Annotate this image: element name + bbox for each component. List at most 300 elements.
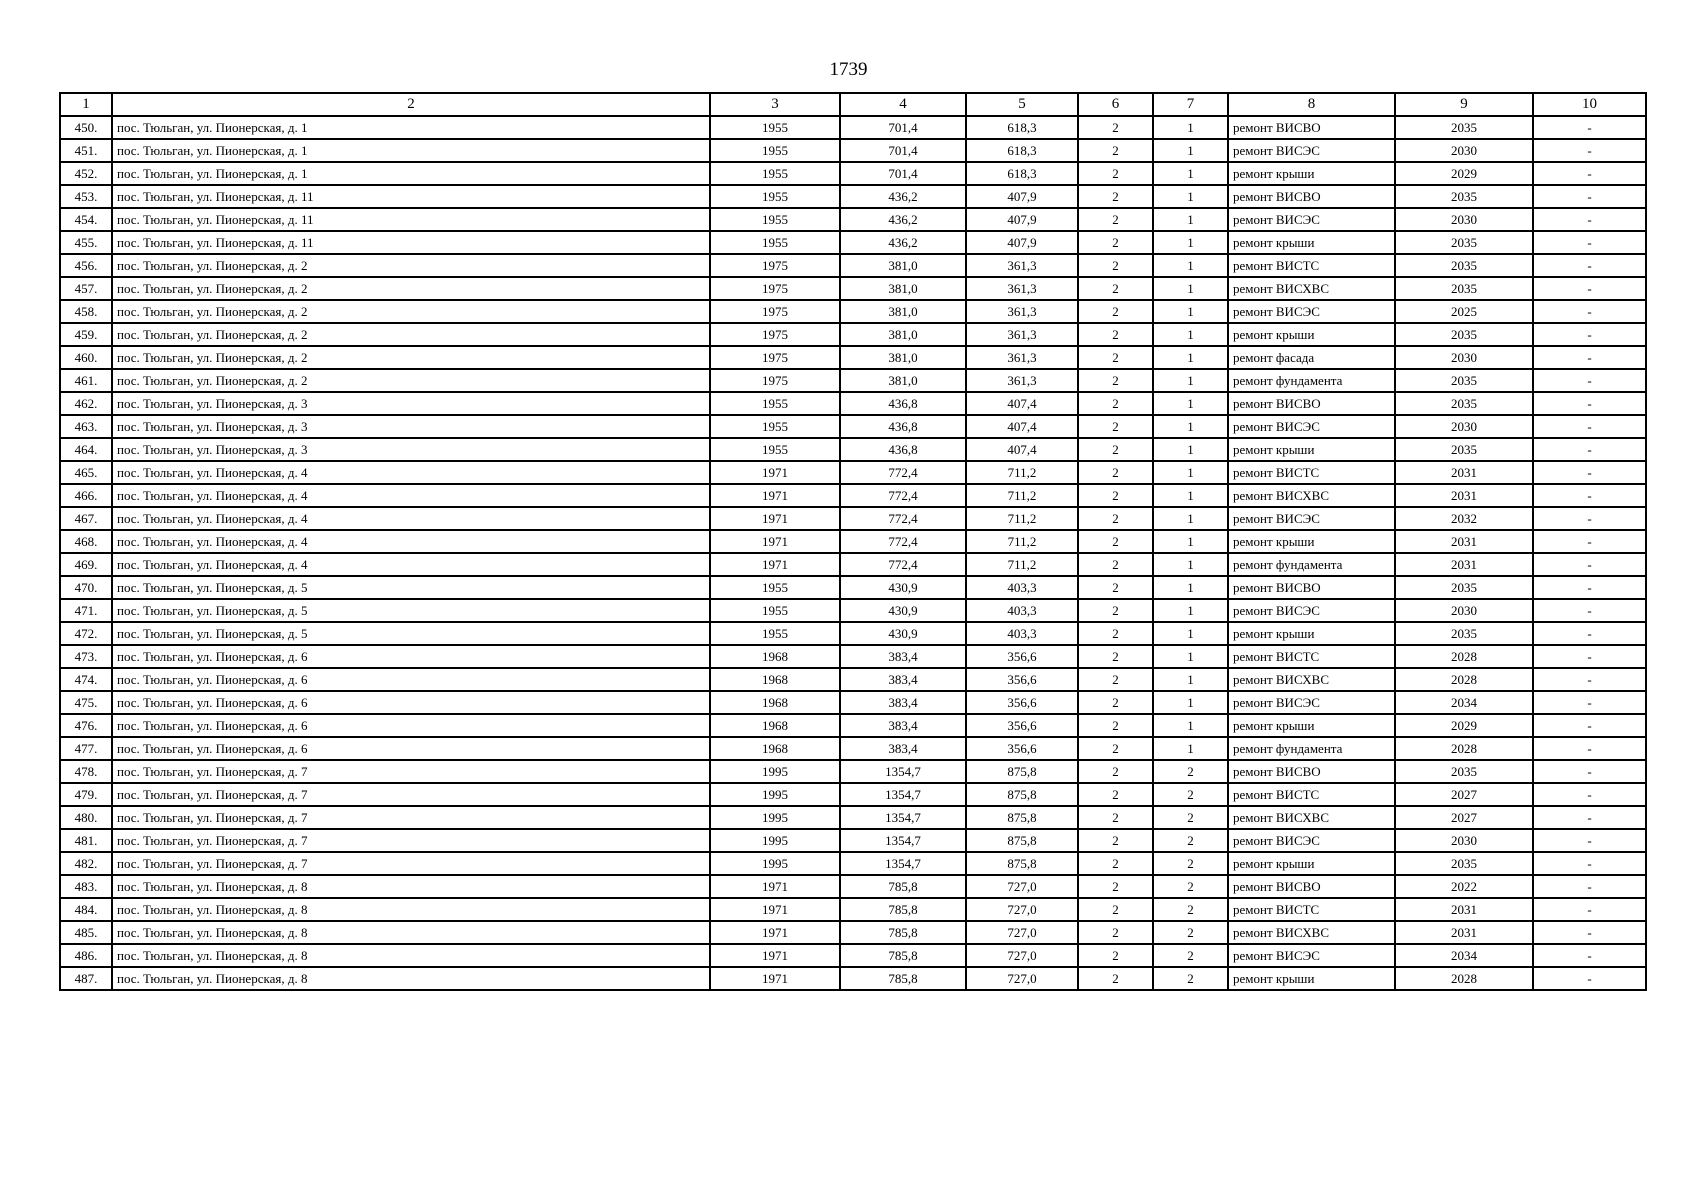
floors-cell: 2 [1078, 875, 1153, 898]
floors-cell: 2 [1078, 576, 1153, 599]
work-type-cell: ремонт ВИСЭС [1228, 829, 1395, 852]
planned-year-cell: 2035 [1395, 369, 1533, 392]
planned-year-cell: 2030 [1395, 599, 1533, 622]
work-type-cell: ремонт ВИСВО [1228, 185, 1395, 208]
entrances-cell: 1 [1153, 300, 1228, 323]
year-cell: 1955 [710, 116, 840, 139]
address-cell: пос. Тюльган, ул. Пионерская, д. 6 [112, 737, 710, 760]
address-cell: пос. Тюльган, ул. Пионерская, д. 2 [112, 369, 710, 392]
row-number-cell: 457. [60, 277, 112, 300]
entrances-cell: 2 [1153, 829, 1228, 852]
note-cell: - [1533, 576, 1646, 599]
row-number-cell: 454. [60, 208, 112, 231]
note-cell: - [1533, 300, 1646, 323]
year-cell: 1955 [710, 622, 840, 645]
table-row [60, 898, 1646, 921]
note-cell: - [1533, 116, 1646, 139]
planned-year-cell: 2029 [1395, 714, 1533, 737]
living-area-cell: 618,3 [966, 116, 1078, 139]
year-cell: 1968 [710, 668, 840, 691]
total-area-cell: 772,4 [840, 530, 966, 553]
column-header-4: 4 [840, 93, 966, 116]
work-type-cell: ремонт ВИСТС [1228, 254, 1395, 277]
note-cell: - [1533, 369, 1646, 392]
floors-cell: 2 [1078, 829, 1153, 852]
living-area-cell: 618,3 [966, 162, 1078, 185]
year-cell: 1995 [710, 852, 840, 875]
row-number-cell: 466. [60, 484, 112, 507]
floors-cell: 2 [1078, 668, 1153, 691]
entrances-cell: 1 [1153, 668, 1228, 691]
planned-year-cell: 2029 [1395, 162, 1533, 185]
floors-cell: 2 [1078, 415, 1153, 438]
table-row [60, 139, 1646, 162]
row-number-cell: 453. [60, 185, 112, 208]
work-type-cell: ремонт ВИСЭС [1228, 208, 1395, 231]
living-area-cell: 361,3 [966, 369, 1078, 392]
total-area-cell: 785,8 [840, 944, 966, 967]
planned-year-cell: 2030 [1395, 208, 1533, 231]
column-header-8: 8 [1228, 93, 1395, 116]
table-row [60, 461, 1646, 484]
total-area-cell: 381,0 [840, 369, 966, 392]
total-area-cell: 436,2 [840, 231, 966, 254]
note-cell: - [1533, 392, 1646, 415]
year-cell: 1968 [710, 737, 840, 760]
row-number-cell: 475. [60, 691, 112, 714]
living-area-cell: 407,4 [966, 438, 1078, 461]
living-area-cell: 727,0 [966, 898, 1078, 921]
table-row [60, 852, 1646, 875]
entrances-cell: 1 [1153, 599, 1228, 622]
year-cell: 1971 [710, 875, 840, 898]
row-number-cell: 479. [60, 783, 112, 806]
living-area-cell: 875,8 [966, 829, 1078, 852]
entrances-cell: 1 [1153, 116, 1228, 139]
row-number-cell: 452. [60, 162, 112, 185]
total-area-cell: 785,8 [840, 967, 966, 990]
total-area-cell: 772,4 [840, 461, 966, 484]
floors-cell: 2 [1078, 921, 1153, 944]
living-area-cell: 875,8 [966, 806, 1078, 829]
entrances-cell: 1 [1153, 645, 1228, 668]
note-cell: - [1533, 139, 1646, 162]
column-header-6: 6 [1078, 93, 1153, 116]
floors-cell: 2 [1078, 208, 1153, 231]
address-cell: пос. Тюльган, ул. Пионерская, д. 6 [112, 714, 710, 737]
note-cell: - [1533, 530, 1646, 553]
address-cell: пос. Тюльган, ул. Пионерская, д. 2 [112, 300, 710, 323]
entrances-cell: 2 [1153, 806, 1228, 829]
entrances-cell: 1 [1153, 139, 1228, 162]
header-row [60, 93, 1646, 116]
floors-cell: 2 [1078, 323, 1153, 346]
year-cell: 1968 [710, 645, 840, 668]
planned-year-cell: 2035 [1395, 231, 1533, 254]
work-type-cell: ремонт ВИСВО [1228, 116, 1395, 139]
work-type-cell: ремонт ВИСХВС [1228, 806, 1395, 829]
work-type-cell: ремонт ВИСЭС [1228, 139, 1395, 162]
floors-cell: 2 [1078, 438, 1153, 461]
floors-cell: 2 [1078, 967, 1153, 990]
year-cell: 1955 [710, 185, 840, 208]
table-row [60, 116, 1646, 139]
address-cell: пос. Тюльган, ул. Пионерская, д. 6 [112, 645, 710, 668]
row-number-cell: 450. [60, 116, 112, 139]
row-number-cell: 487. [60, 967, 112, 990]
row-number-cell: 461. [60, 369, 112, 392]
year-cell: 1955 [710, 208, 840, 231]
year-cell: 1955 [710, 599, 840, 622]
row-number-cell: 468. [60, 530, 112, 553]
entrances-cell: 1 [1153, 208, 1228, 231]
address-cell: пос. Тюльган, ул. Пионерская, д. 1 [112, 162, 710, 185]
planned-year-cell: 2031 [1395, 898, 1533, 921]
entrances-cell: 1 [1153, 392, 1228, 415]
planned-year-cell: 2035 [1395, 576, 1533, 599]
total-area-cell: 785,8 [840, 921, 966, 944]
living-area-cell: 407,9 [966, 208, 1078, 231]
living-area-cell: 875,8 [966, 760, 1078, 783]
address-cell: пос. Тюльган, ул. Пионерская, д. 2 [112, 277, 710, 300]
table-row [60, 783, 1646, 806]
table-row [60, 668, 1646, 691]
note-cell: - [1533, 185, 1646, 208]
total-area-cell: 701,4 [840, 162, 966, 185]
living-area-cell: 727,0 [966, 875, 1078, 898]
floors-cell: 2 [1078, 277, 1153, 300]
total-area-cell: 436,2 [840, 185, 966, 208]
address-cell: пос. Тюльган, ул. Пионерская, д. 11 [112, 208, 710, 231]
work-type-cell: ремонт ВИСХВС [1228, 484, 1395, 507]
living-area-cell: 875,8 [966, 783, 1078, 806]
table-row [60, 921, 1646, 944]
total-area-cell: 772,4 [840, 507, 966, 530]
address-cell: пос. Тюльган, ул. Пионерская, д. 3 [112, 415, 710, 438]
total-area-cell: 381,0 [840, 300, 966, 323]
total-area-cell: 785,8 [840, 898, 966, 921]
floors-cell: 2 [1078, 231, 1153, 254]
work-type-cell: ремонт ВИСТС [1228, 898, 1395, 921]
address-cell: пос. Тюльган, ул. Пионерская, д. 4 [112, 553, 710, 576]
note-cell: - [1533, 277, 1646, 300]
address-cell: пос. Тюльган, ул. Пионерская, д. 5 [112, 599, 710, 622]
note-cell: - [1533, 898, 1646, 921]
planned-year-cell: 2034 [1395, 691, 1533, 714]
planned-year-cell: 2035 [1395, 185, 1533, 208]
entrances-cell: 1 [1153, 254, 1228, 277]
work-type-cell: ремонт ВИСХВС [1228, 921, 1395, 944]
row-number-cell: 474. [60, 668, 112, 691]
entrances-cell: 1 [1153, 530, 1228, 553]
total-area-cell: 1354,7 [840, 760, 966, 783]
note-cell: - [1533, 231, 1646, 254]
living-area-cell: 356,6 [966, 714, 1078, 737]
row-number-cell: 481. [60, 829, 112, 852]
planned-year-cell: 2031 [1395, 484, 1533, 507]
year-cell: 1975 [710, 369, 840, 392]
note-cell: - [1533, 162, 1646, 185]
planned-year-cell: 2032 [1395, 507, 1533, 530]
table-row [60, 162, 1646, 185]
floors-cell: 2 [1078, 484, 1153, 507]
row-number-cell: 483. [60, 875, 112, 898]
year-cell: 1955 [710, 139, 840, 162]
living-area-cell: 361,3 [966, 277, 1078, 300]
total-area-cell: 430,9 [840, 599, 966, 622]
living-area-cell: 618,3 [966, 139, 1078, 162]
planned-year-cell: 2028 [1395, 967, 1533, 990]
total-area-cell: 381,0 [840, 277, 966, 300]
entrances-cell: 1 [1153, 438, 1228, 461]
living-area-cell: 403,3 [966, 622, 1078, 645]
work-type-cell: ремонт ВИСВО [1228, 392, 1395, 415]
floors-cell: 2 [1078, 852, 1153, 875]
entrances-cell: 2 [1153, 898, 1228, 921]
entrances-cell: 2 [1153, 967, 1228, 990]
year-cell: 1971 [710, 967, 840, 990]
note-cell: - [1533, 829, 1646, 852]
table-row [60, 645, 1646, 668]
table-row [60, 369, 1646, 392]
table-row [60, 829, 1646, 852]
address-cell: пос. Тюльган, ул. Пионерская, д. 8 [112, 967, 710, 990]
table-row [60, 507, 1646, 530]
living-area-cell: 407,9 [966, 185, 1078, 208]
table-row [60, 622, 1646, 645]
address-cell: пос. Тюльган, ул. Пионерская, д. 4 [112, 484, 710, 507]
living-area-cell: 407,4 [966, 392, 1078, 415]
work-type-cell: ремонт фундамента [1228, 553, 1395, 576]
total-area-cell: 701,4 [840, 139, 966, 162]
floors-cell: 2 [1078, 300, 1153, 323]
living-area-cell: 403,3 [966, 576, 1078, 599]
entrances-cell: 1 [1153, 369, 1228, 392]
row-number-cell: 473. [60, 645, 112, 668]
total-area-cell: 1354,7 [840, 829, 966, 852]
floors-cell: 2 [1078, 346, 1153, 369]
entrances-cell: 1 [1153, 185, 1228, 208]
row-number-cell: 469. [60, 553, 112, 576]
floors-cell: 2 [1078, 185, 1153, 208]
address-cell: пос. Тюльган, ул. Пионерская, д. 6 [112, 668, 710, 691]
floors-cell: 2 [1078, 691, 1153, 714]
address-cell: пос. Тюльган, ул. Пионерская, д. 2 [112, 254, 710, 277]
row-number-cell: 478. [60, 760, 112, 783]
address-cell: пос. Тюльган, ул. Пионерская, д. 7 [112, 829, 710, 852]
row-number-cell: 470. [60, 576, 112, 599]
column-header-1: 1 [60, 93, 112, 116]
year-cell: 1971 [710, 461, 840, 484]
planned-year-cell: 2025 [1395, 300, 1533, 323]
entrances-cell: 1 [1153, 346, 1228, 369]
total-area-cell: 785,8 [840, 875, 966, 898]
column-header-9: 9 [1395, 93, 1533, 116]
planned-year-cell: 2031 [1395, 461, 1533, 484]
living-area-cell: 711,2 [966, 530, 1078, 553]
living-area-cell: 727,0 [966, 921, 1078, 944]
work-type-cell: ремонт ВИСЭС [1228, 599, 1395, 622]
entrances-cell: 1 [1153, 323, 1228, 346]
year-cell: 1955 [710, 415, 840, 438]
entrances-cell: 1 [1153, 277, 1228, 300]
floors-cell: 2 [1078, 806, 1153, 829]
year-cell: 1971 [710, 484, 840, 507]
year-cell: 1968 [710, 714, 840, 737]
total-area-cell: 1354,7 [840, 806, 966, 829]
note-cell: - [1533, 668, 1646, 691]
row-number-cell: 465. [60, 461, 112, 484]
table-row [60, 967, 1646, 990]
year-cell: 1955 [710, 392, 840, 415]
year-cell: 1971 [710, 921, 840, 944]
work-type-cell: ремонт крыши [1228, 530, 1395, 553]
address-cell: пос. Тюльган, ул. Пионерская, д. 7 [112, 783, 710, 806]
table-row [60, 760, 1646, 783]
planned-year-cell: 2035 [1395, 116, 1533, 139]
note-cell: - [1533, 783, 1646, 806]
year-cell: 1971 [710, 944, 840, 967]
entrances-cell: 1 [1153, 737, 1228, 760]
planned-year-cell: 2035 [1395, 323, 1533, 346]
note-cell: - [1533, 645, 1646, 668]
total-area-cell: 430,9 [840, 576, 966, 599]
note-cell: - [1533, 323, 1646, 346]
page-number: 1739 [829, 59, 868, 80]
total-area-cell: 436,2 [840, 208, 966, 231]
floors-cell: 2 [1078, 783, 1153, 806]
total-area-cell: 436,8 [840, 438, 966, 461]
table-row [60, 231, 1646, 254]
note-cell: - [1533, 346, 1646, 369]
total-area-cell: 772,4 [840, 553, 966, 576]
table-row [60, 254, 1646, 277]
table-row [60, 553, 1646, 576]
entrances-cell: 2 [1153, 783, 1228, 806]
table-row [60, 714, 1646, 737]
address-cell: пос. Тюльган, ул. Пионерская, д. 3 [112, 438, 710, 461]
planned-year-cell: 2031 [1395, 921, 1533, 944]
note-cell: - [1533, 806, 1646, 829]
row-number-cell: 455. [60, 231, 112, 254]
note-cell: - [1533, 438, 1646, 461]
address-cell: пос. Тюльган, ул. Пионерская, д. 7 [112, 852, 710, 875]
work-type-cell: ремонт крыши [1228, 231, 1395, 254]
address-cell: пос. Тюльган, ул. Пионерская, д. 8 [112, 898, 710, 921]
note-cell: - [1533, 622, 1646, 645]
table-row [60, 208, 1646, 231]
table-row [60, 599, 1646, 622]
living-area-cell: 711,2 [966, 461, 1078, 484]
floors-cell: 2 [1078, 162, 1153, 185]
planned-year-cell: 2035 [1395, 277, 1533, 300]
work-type-cell: ремонт фасада [1228, 346, 1395, 369]
entrances-cell: 2 [1153, 852, 1228, 875]
entrances-cell: 1 [1153, 553, 1228, 576]
work-type-cell: ремонт фундамента [1228, 737, 1395, 760]
floors-cell: 2 [1078, 553, 1153, 576]
work-type-cell: ремонт ВИСХВС [1228, 277, 1395, 300]
row-number-cell: 476. [60, 714, 112, 737]
living-area-cell: 356,6 [966, 691, 1078, 714]
entrances-cell: 1 [1153, 231, 1228, 254]
total-area-cell: 383,4 [840, 645, 966, 668]
planned-year-cell: 2034 [1395, 944, 1533, 967]
table-row [60, 346, 1646, 369]
total-area-cell: 436,8 [840, 415, 966, 438]
planned-year-cell: 2028 [1395, 645, 1533, 668]
planned-year-cell: 2030 [1395, 346, 1533, 369]
floors-cell: 2 [1078, 507, 1153, 530]
living-area-cell: 361,3 [966, 346, 1078, 369]
column-header-5: 5 [966, 93, 1078, 116]
work-type-cell: ремонт ВИСВО [1228, 576, 1395, 599]
table-row [60, 944, 1646, 967]
note-cell: - [1533, 461, 1646, 484]
work-type-cell: ремонт ВИСЭС [1228, 300, 1395, 323]
note-cell: - [1533, 484, 1646, 507]
table-row [60, 185, 1646, 208]
entrances-cell: 1 [1153, 576, 1228, 599]
living-area-cell: 356,6 [966, 737, 1078, 760]
row-number-cell: 464. [60, 438, 112, 461]
table-row [60, 530, 1646, 553]
year-cell: 1975 [710, 277, 840, 300]
floors-cell: 2 [1078, 139, 1153, 162]
table-row [60, 392, 1646, 415]
note-cell: - [1533, 737, 1646, 760]
living-area-cell: 875,8 [966, 852, 1078, 875]
total-area-cell: 701,4 [840, 116, 966, 139]
note-cell: - [1533, 714, 1646, 737]
capital-repair-table [59, 92, 1647, 991]
entrances-cell: 1 [1153, 691, 1228, 714]
year-cell: 1955 [710, 438, 840, 461]
total-area-cell: 772,4 [840, 484, 966, 507]
total-area-cell: 381,0 [840, 323, 966, 346]
planned-year-cell: 2027 [1395, 806, 1533, 829]
year-cell: 1975 [710, 254, 840, 277]
row-number-cell: 458. [60, 300, 112, 323]
entrances-cell: 1 [1153, 162, 1228, 185]
living-area-cell: 361,3 [966, 254, 1078, 277]
year-cell: 1971 [710, 553, 840, 576]
entrances-cell: 1 [1153, 415, 1228, 438]
planned-year-cell: 2035 [1395, 852, 1533, 875]
entrances-cell: 2 [1153, 875, 1228, 898]
living-area-cell: 361,3 [966, 300, 1078, 323]
living-area-cell: 711,2 [966, 553, 1078, 576]
note-cell: - [1533, 921, 1646, 944]
work-type-cell: ремонт крыши [1228, 967, 1395, 990]
address-cell: пос. Тюльган, ул. Пионерская, д. 4 [112, 461, 710, 484]
work-type-cell: ремонт фундамента [1228, 369, 1395, 392]
work-type-cell: ремонт ВИСТС [1228, 645, 1395, 668]
planned-year-cell: 2028 [1395, 668, 1533, 691]
work-type-cell: ремонт ВИСЭС [1228, 691, 1395, 714]
year-cell: 1975 [710, 323, 840, 346]
floors-cell: 2 [1078, 530, 1153, 553]
note-cell: - [1533, 553, 1646, 576]
row-number-cell: 477. [60, 737, 112, 760]
address-cell: пос. Тюльган, ул. Пионерская, д. 7 [112, 760, 710, 783]
year-cell: 1975 [710, 300, 840, 323]
year-cell: 1995 [710, 760, 840, 783]
work-type-cell: ремонт крыши [1228, 622, 1395, 645]
column-header-2: 2 [112, 93, 710, 116]
living-area-cell: 727,0 [966, 967, 1078, 990]
table-row [60, 438, 1646, 461]
